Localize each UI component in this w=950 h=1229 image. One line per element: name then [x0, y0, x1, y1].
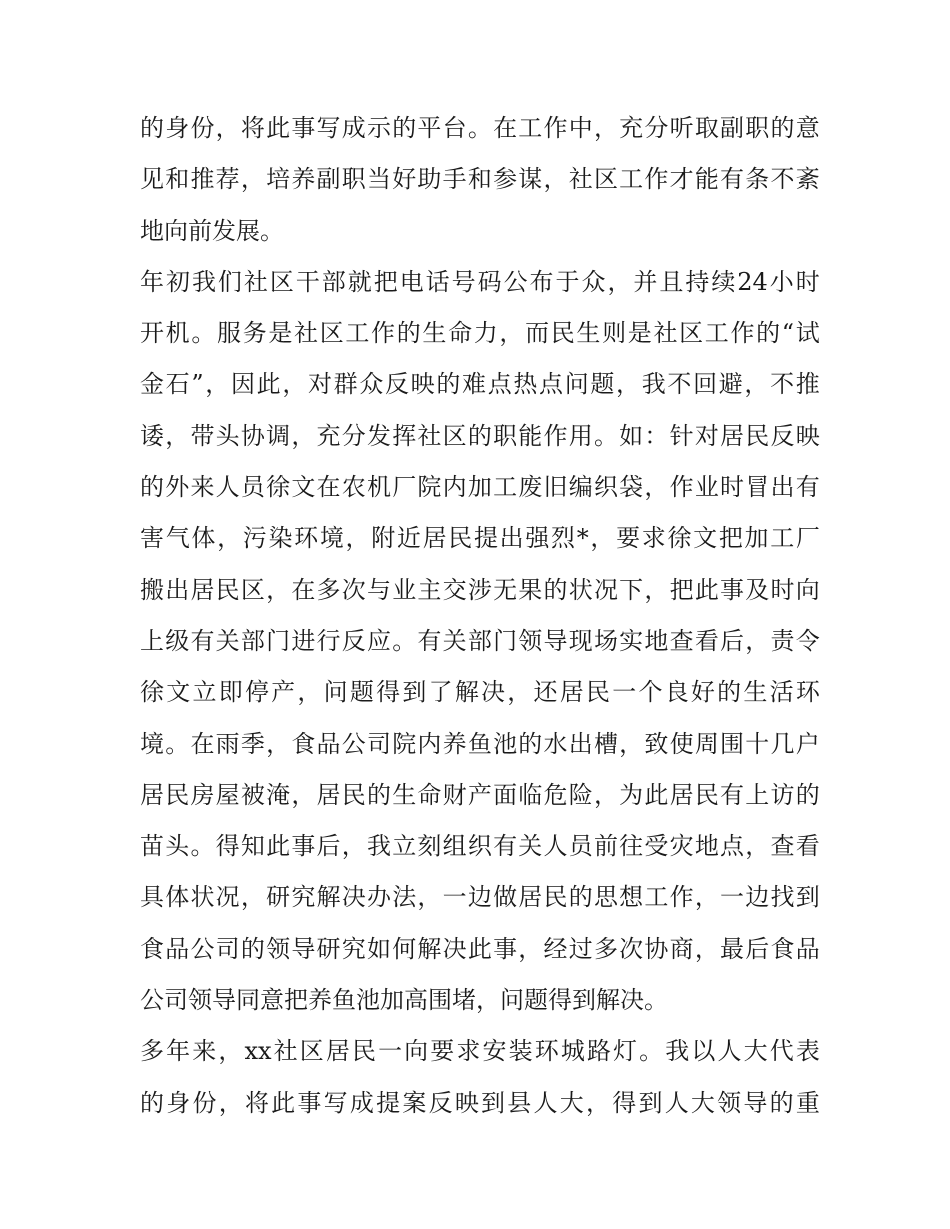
text-line: 多 年 来 ， xx 社 区 居 民 一 向 要 求 安 装 环 城 路 灯 。 我 以 人 大 代 表: [140, 1037, 820, 1066]
text-line: 上 级 有 关 部 门 进 行 反 应 。 有 关 部 门 领 导 现 场 实 地 查 看 后 ， 责 令: [140, 626, 820, 655]
text-line: 开 机 。 服 务 是 社 区 工 作 的 生 命 力 ， 而 民 生 则 是 社 区 工 作 的 “ 试: [140, 319, 820, 348]
text-line: 苗 头 。 得 知 此 事 后 ， 我 立 刻 组 织 有 关 人 员 前 往 受 灾 地 点 ， 查 看: [140, 832, 820, 861]
text-line: 徐 文 立 即 停 产 ， 问 题 得 到 了 解 决 ， 还 居 民 一 个 良 好 的 生 活 环: [140, 678, 820, 707]
text-line: 居 民 房 屋 被 淹 ， 居 民 的 生 命 财 产 面 临 危 险 ， 为 此 居 民 有 上 访 的: [140, 780, 820, 809]
text-line: 搬 出 居 民 区 ， 在 多 次 与 业 主 交 涉 无 果 的 状 况 下 ， 把 此 事 及 时 向: [140, 575, 820, 604]
text-line: 害 气 体 ， 污 染 环 境 ， 附 近 居 民 提 出 强 烈 * ， 要 求 徐 文 把 加 工 厂: [140, 524, 820, 553]
text-line: 的 身 份 ， 将 此 事 写 成 提 案 反 映 到 县 人 大 ， 得 到 人 大 领 导 的 重: [140, 1088, 820, 1117]
text-line: 公司领导同意把养鱼池加高围堵，问题得到解决。: [140, 986, 668, 1015]
document-body: [140, 103, 820, 1129]
text-line: 境 。 在 雨 季 ， 食 品 公 司 院 内 养 鱼 池 的 水 出 槽 ， 致 使 周 围 十 几 户: [140, 729, 820, 758]
text-line: 具 体 状 况 ， 研 究 解 决 办 法 ， 一 边 做 居 民 的 思 想 工 作 ， 一 边 找 到: [140, 883, 820, 912]
text-line: 年 初 我 们 社 区 干 部 就 把 电 话 号 码 公 布 于 众 ， 并 且 持 续 24 小 时: [140, 267, 820, 296]
text-line: 见 和 推 荐 ， 培 养 副 职 当 好 助 手 和 参 谋 ， 社 区 工 作 才 能 有 条 不 紊: [140, 165, 820, 194]
text-line: 的 身 份 ， 将 此 事 写 成 示 的 平 台 。 在 工 作 中 ， 充 分 听 取 副 职 的 意: [140, 114, 820, 142]
text-line: 诿 ， 带 头 协 调 ， 充 分 发 挥 社 区 的 职 能 作 用 。 如 ： 针 对 居 民 反 映: [140, 421, 820, 450]
text-line: 地向前发展。: [140, 216, 284, 245]
text-line: 的 外 来 人 员 徐 文 在 农 机 厂 院 内 加 工 废 旧 编 织 袋 ， 作 业 时 冒 出 有: [140, 473, 820, 502]
text-line: 金 石 ” ， 因 此 ， 对 群 众 反 映 的 难 点 热 点 问 题 ， 我 不 回 避 ， 不 推: [140, 370, 820, 399]
text-line: 食 品 公 司 的 领 导 研 究 如 何 解 决 此 事 ， 经 过 多 次 协 商 ， 最 后 食 品: [140, 934, 820, 963]
